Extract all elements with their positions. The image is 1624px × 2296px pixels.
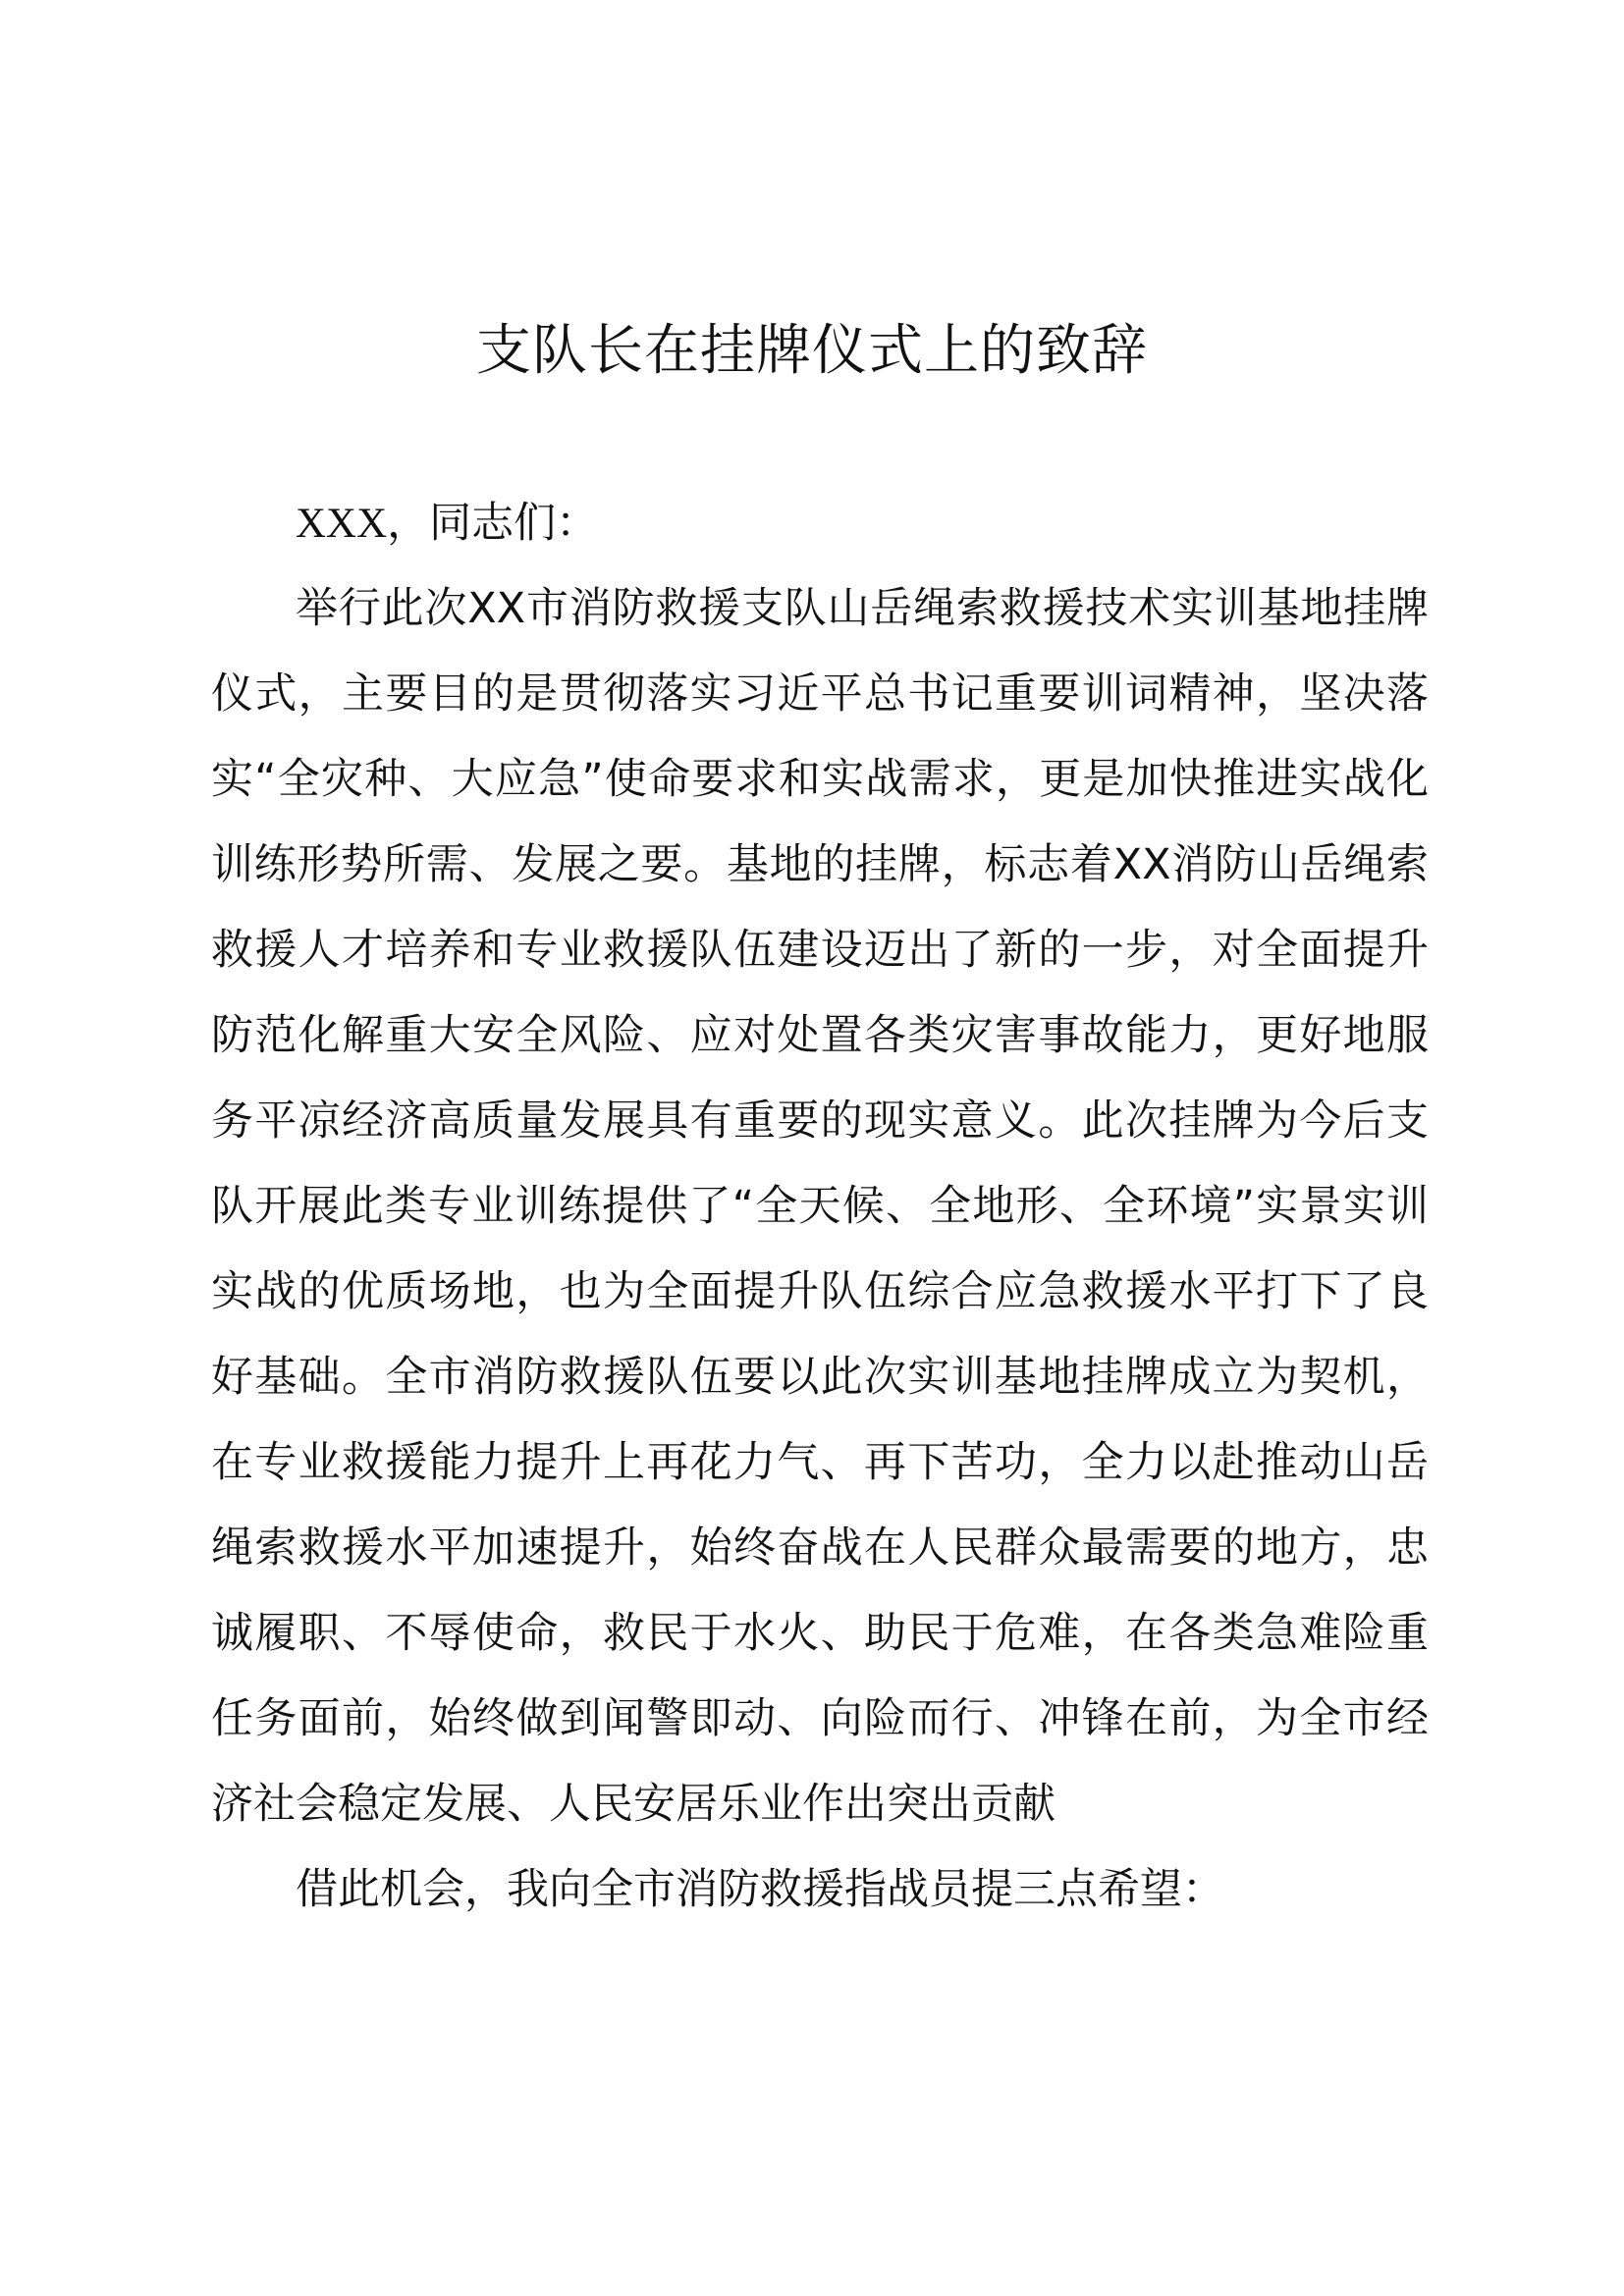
salutation-name: XXX [296,501,388,547]
document-title: 支队长在挂牌仪式上的致辞 [476,319,1148,383]
salutation-paragraph [211,481,1429,566]
document-body [211,481,1429,1933]
body-paragraph-2: 借此机会，我向全市消防救援指战员提三点希望： [296,1865,1224,1914]
body-paragraph-1: 举行此次XX市消防救援支队山岳绳索救援技术实训基地挂牌仪式，主要目的是贯彻落实习近平总书记重要训词精神，坚决落实“全灾种、大应急”使命要求和实战需求，更是加快推进实战化训练形势所需、发展之要。基地的挂牌，标志着XX消防山岳绳索救援人才培养和专业救援队伍建设迈出了新的一步，对全面提升防范化解重大安全风险、应对处置各类灾害事故能力，更好地服务平凉经济高质量发展具有重要的现实意义。此次挂牌为今后支队开展此类专业训练提供了“全天候、全地形、全环境”实景实训实战的优质场地，也为全面提升队伍综合应急救援水平打下了良好基础。全市消防救援队伍要以此次实训基地挂牌成立为契机，在专业救援能力提升上再花力气、再下苦功，全力以赴推动山岳绳索救援水平加速提升，始终奋战在人民群众最需要的地方，忠诚履职、不辱使命，救民于水火、助民于危难，在各类急难险重任务面前，始终做到闻警即动、向险而行、冲锋在前，为全市经济社会稳定发展、人民安居乐业作出突出贡献 [211,584,1429,1829]
salutation-text: ，同志们： [387,499,599,548]
